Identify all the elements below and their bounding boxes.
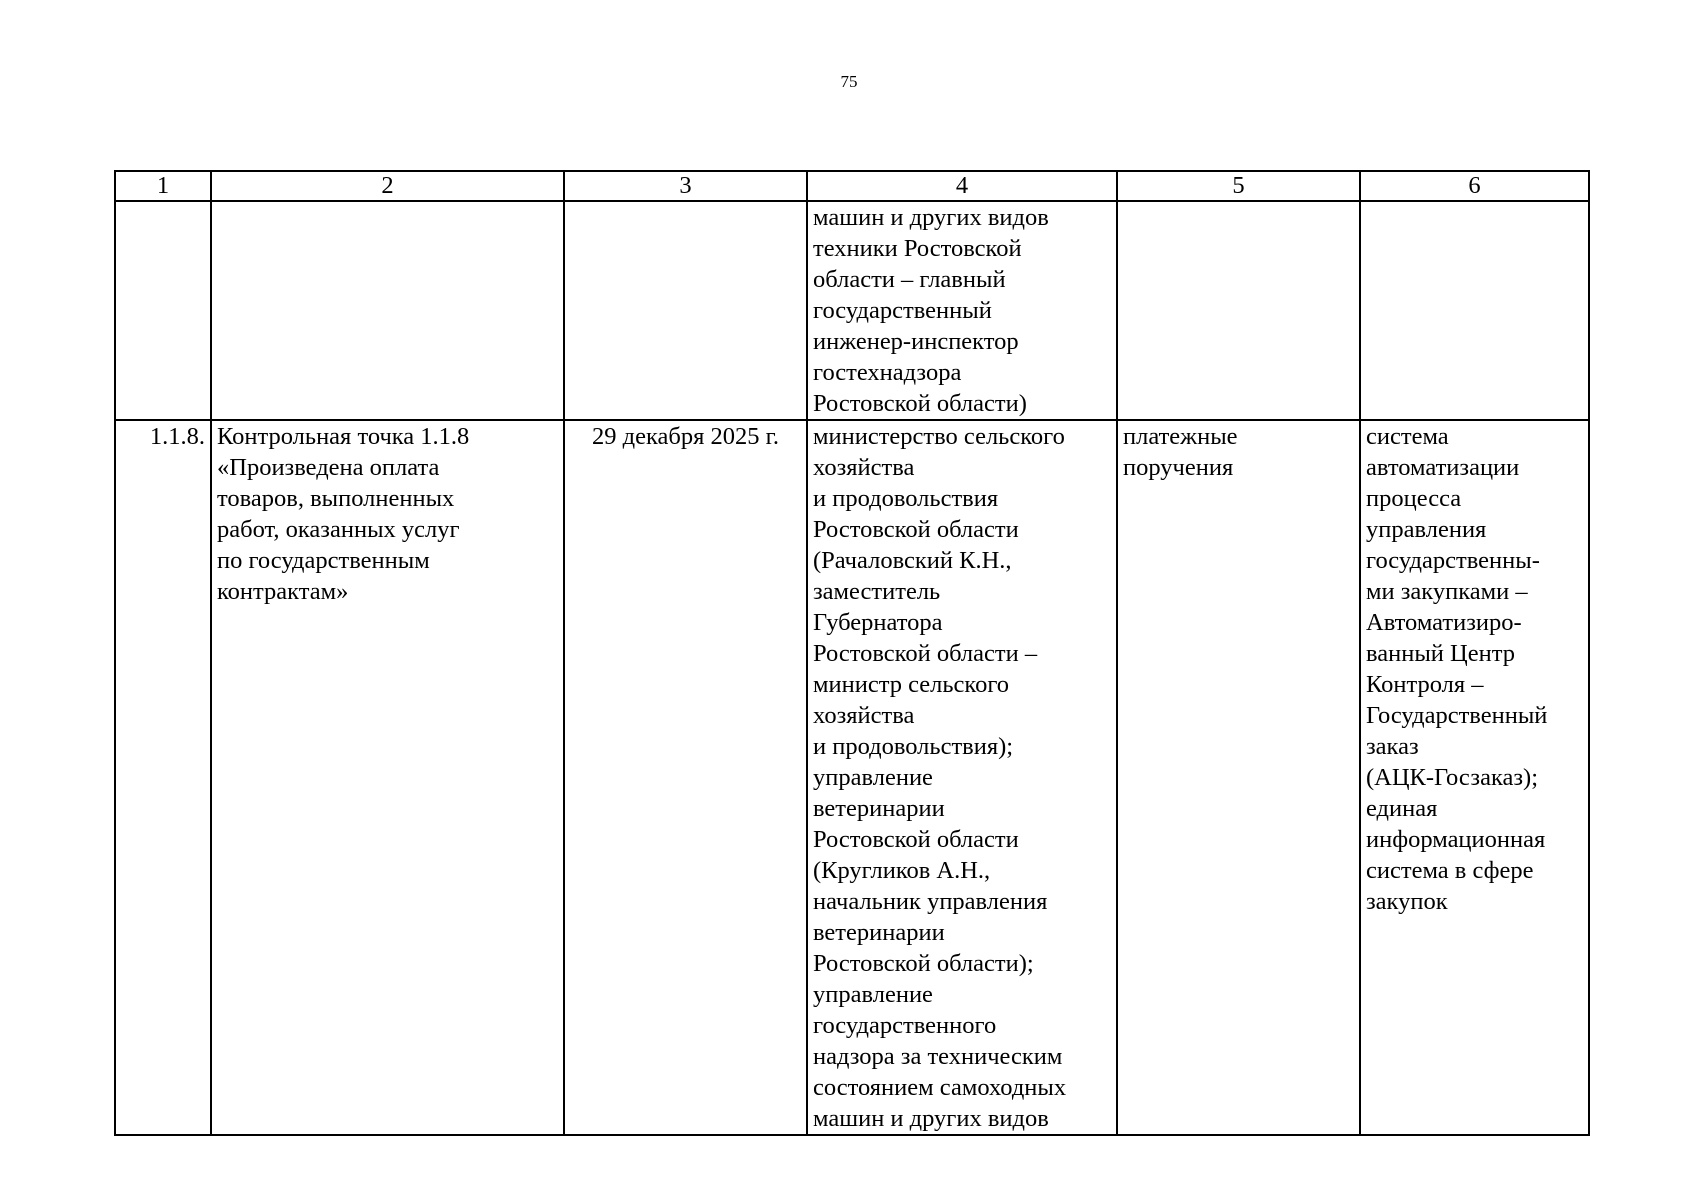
cell-document: платежные поручения [1117, 420, 1360, 1135]
cell-document [1117, 201, 1360, 420]
cell-responsible: машин и других видов техники Ростовской области – главный государственный инженер-инспектор гостехнадзора Ростовской области) [807, 201, 1117, 420]
table-header-row [115, 171, 1589, 201]
cell-name: Контрольная точка 1.1.8 «Произведена оплата товаров, выполненных работ, оказанных услуг по государственным контрактам» [211, 420, 564, 1135]
cell-number: 1.1.8. [115, 420, 211, 1135]
page-number: 75 [840, 72, 858, 91]
header-col-6: 6 [1360, 171, 1589, 201]
cell-deadline [564, 201, 807, 420]
control-points-table [114, 170, 1590, 1136]
header-col-5: 5 [1117, 171, 1360, 201]
cell-deadline: 29 декабря 2025 г. [564, 420, 807, 1135]
header-col-3: 3 [564, 171, 807, 201]
cell-information-system [1360, 201, 1589, 420]
cell-responsible: министерство сельского хозяйства и продовольствия Ростовской области (Рачаловский К.Н., заместитель Губернатора Ростовской области – министр сельского хозяйства и продовольствия); управление ветеринарии Ростовской области (Кругликов А.Н., начальник управления ветеринарии Ростовской области); управление государственного надзора за техническим состоянием самоходных машин и других видов [807, 420, 1117, 1135]
cell-name [211, 201, 564, 420]
table-row-continuation [115, 201, 1589, 420]
header-col-1: 1 [115, 171, 211, 201]
cell-number [115, 201, 211, 420]
header-col-2: 2 [211, 171, 564, 201]
header-col-4: 4 [807, 171, 1117, 201]
cell-information-system: система автоматизации процесса управления государственны- ми закупками – Автоматизиро- ванный Центр Контроля – Государственный заказ (АЦК-Госзаказ); единая информационная система в сфере закупок [1360, 420, 1589, 1135]
table-row-1-1-8 [115, 420, 1589, 1135]
